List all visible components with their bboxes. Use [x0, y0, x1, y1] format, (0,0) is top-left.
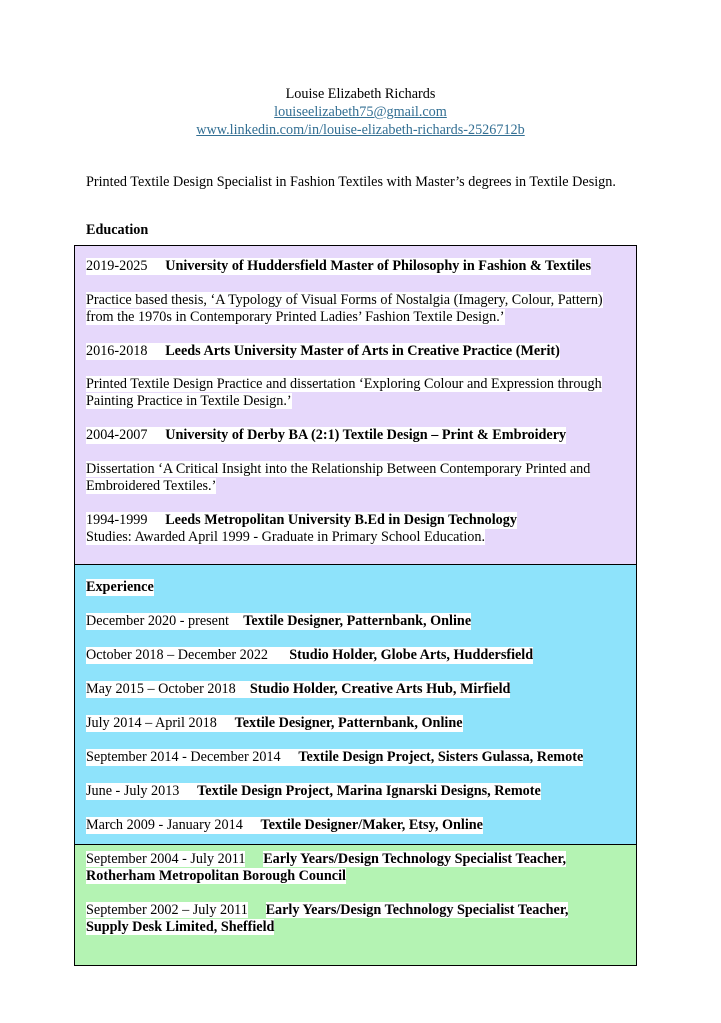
experience-dates: June - July 2013 [86, 783, 180, 799]
education-description [86, 292, 631, 326]
education-years: 1994-1999 [86, 512, 148, 528]
linkedin-link[interactable]: www.linkedin.com/in/louise-elizabeth-richards-2526712b [196, 122, 525, 138]
experience-role: Textile Designer, Patternbank, Online [243, 613, 472, 629]
teaching-section [74, 844, 637, 966]
education-desc-line: Embroidered Textiles.’ [86, 478, 217, 494]
teaching-dates: September 2004 - July 2011 [86, 851, 246, 867]
education-entry [86, 512, 517, 529]
education-description [86, 376, 631, 410]
teaching-role: Early Years/Design Technology Specialist Teacher, [263, 851, 567, 867]
teaching-entry [86, 902, 631, 936]
education-entry [86, 427, 566, 444]
profile-summary: Printed Textile Design Specialist in Fashion Textiles with Master’s degrees in Textile Design. [86, 174, 616, 190]
teaching-entry [86, 851, 631, 885]
contact-header [0, 85, 721, 139]
teaching-role: Early Years/Design Technology Specialist Teacher, [265, 902, 569, 918]
education-description [86, 461, 631, 495]
education-years: 2016-2018 [86, 343, 148, 359]
education-desc-line: Printed Textile Design Practice and dissertation ‘Exploring Colour and Expression through [86, 376, 602, 392]
experience-dates: September 2014 - December 2014 [86, 749, 281, 765]
experience-role: Textile Design Project, Sisters Gulassa, Remote [298, 749, 584, 765]
experience-entry [86, 749, 583, 766]
education-description [86, 529, 631, 546]
education-title: Leeds Metropolitan University B.Ed in Design Technology [165, 512, 517, 528]
experience-dates: October 2018 – December 2022 [86, 647, 269, 663]
education-desc-line: from the 1970s in Contemporary Printed Ladies’ Fashion Textile Design.’ [86, 309, 505, 325]
education-desc-line: Dissertation ‘A Critical Insight into the Relationship Between Contemporary Printed and [86, 461, 591, 477]
education-heading: Education [86, 222, 149, 238]
education-years: 2004-2007 [86, 427, 148, 443]
experience-dates: December 2020 - present [86, 613, 229, 629]
email-link[interactable]: louiseelizabeth75@gmail.com [274, 104, 447, 120]
teaching-org: Rotherham Metropolitan Borough Council [86, 868, 346, 884]
experience-role: Textile Designer/Maker, Etsy, Online [260, 817, 483, 833]
experience-entry [86, 647, 533, 664]
experience-role: Studio Holder, Creative Arts Hub, Mirfield [249, 681, 511, 697]
experience-entry [86, 783, 541, 800]
education-entry [86, 258, 591, 275]
education-entry [86, 343, 560, 360]
experience-heading: Experience [86, 579, 154, 595]
experience-entry [86, 715, 463, 732]
experience-section [74, 564, 637, 845]
education-desc-line: Painting Practice in Textile Design.’ [86, 393, 292, 409]
education-desc-line: Studies: Awarded April 1999 - Graduate in Primary School Education. [86, 529, 486, 545]
education-desc-line: Practice based thesis, ‘A Typology of Visual Forms of Nostalgia (Imagery, Colour, Pattern) [86, 292, 603, 308]
experience-dates: July 2014 – April 2018 [86, 715, 217, 731]
experience-entry [86, 681, 510, 698]
experience-entry [86, 817, 483, 834]
teaching-dates: September 2002 – July 2011 [86, 902, 248, 918]
education-title: Leeds Arts University Master of Arts in Creative Practice (Merit) [165, 343, 560, 359]
education-years: 2019-2025 [86, 258, 148, 274]
education-title: University of Huddersfield Master of Philosophy in Fashion & Textiles [165, 258, 592, 274]
experience-role: Studio Holder, Globe Arts, Huddersfield [289, 647, 534, 663]
experience-role: Textile Designer, Patternbank, Online [234, 715, 463, 731]
experience-role: Textile Design Project, Marina Ignarski Designs, Remote [197, 783, 541, 799]
education-section [74, 245, 637, 565]
teaching-org: Supply Desk Limited, Sheffield [86, 919, 275, 935]
experience-dates: May 2015 – October 2018 [86, 681, 236, 697]
education-title: University of Derby BA (2:1) Textile Design – Print & Embroidery [165, 427, 567, 443]
experience-entry [86, 613, 471, 630]
full-name: Louise Elizabeth Richards [285, 86, 436, 102]
experience-dates: March 2009 - January 2014 [86, 817, 243, 833]
